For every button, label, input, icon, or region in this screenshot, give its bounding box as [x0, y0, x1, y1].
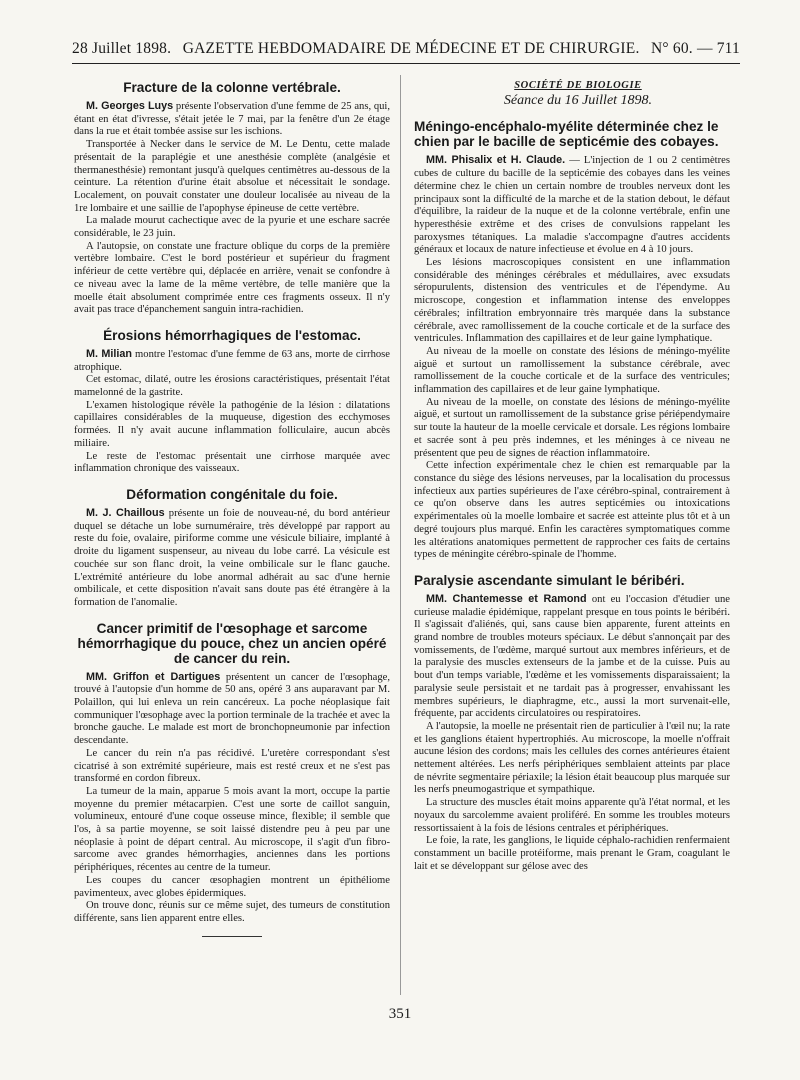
article-paragraph: A l'autopsie, on constate une fracture oblique du corps de la première vertèbre lombaire. C'est le bord postérieur et supérieur du fragment inférieur de cette vertèbre qui, déplacée en arrière, venait se confondre à ce niveau avec la lame de la même vertèbre, de telle manière que la moelle était absolument comprimée entre ces fragments osseux. Il n'y avait pas trace d'épanchement sanguin intra-rachidien.: [74, 240, 390, 316]
article-paragraph: Le cancer du rein n'a pas récidivé. L'uretère correspondant s'est cicatrisé à son extrémité supérieure, mais est resté creux et ne s'est pas transformé en cordon fibreux.: [74, 747, 390, 785]
paragraph-text: montre l'estomac d'une femme de 63 ans, morte de cirrhose atrophique.: [74, 348, 391, 373]
article-author: M. J. Chaillous: [86, 506, 165, 519]
left-column: [74, 80, 390, 948]
column-divider: [400, 75, 401, 995]
article-paragraph: La malade mourut cachectique avec de la pyurie et une eschare sacrée considérable, le 23 juin.: [74, 215, 390, 240]
article-paragraph: On trouve donc, réunis sur ce même sujet, des tumeurs de constitution différente, sans lien apparent entre elles.: [74, 900, 390, 924]
paragraph-text: — L'injection de 1 ou 2 centimètres cubes de culture du bacille de la septicémie des cobayes dans les veines détermine chez le chien un certain nombre de troubles nerveux dont les principaux sont la difficulté de la marche et de la station debout, le défaut d'équilibre, la raideur de la nuque et de la colonne vertébrale, enfin une hyperesthésie extrême et des crises de convulsions rappelant les paroxysmes tétaniques. La maladie s'accompagne d'autres accidents généraux et locaux de nature infectieuse et évolue en 4 à 10 jours.: [414, 155, 730, 256]
article-paragraph: [74, 348, 390, 374]
article-title: Fracture de la colonne vertébrale.: [123, 80, 341, 95]
article-author: MM. Griffon et Dartigues: [86, 670, 221, 683]
paragraph-text: présente l'observation d'une femme de 25 ans, qui, étant en état d'ivresse, s'était jetée le 7 mai, par la fenêtre d'un 2e étage dans la rue et était tombée assise sur les ischions.: [74, 101, 390, 138]
article-ascending-paralysis: [414, 573, 730, 873]
article-author: M. Milian: [86, 347, 132, 360]
paragraph-text: présentent un cancer de l'œsophage, trouvé à l'autopsie d'un homme de 50 ans, opéré 3 ans auparavant par M. Polaillon, qui lui enleva un rein cancéreux. La poche néoplasique fait communiquer l'œsophage avec la portion terminale de la trachée et avec la bronche gauche. Le malade est mort de bronchopneumonie par infection descendante.: [74, 671, 390, 747]
article-paragraph: [414, 154, 730, 257]
article-paragraph: Le reste de l'estomac présentait une cirrhose marquée avec inflammation chronique des vaisseaux.: [74, 450, 390, 475]
paragraph-text: ont eu l'occasion d'étudier une curieuse maladie épidémique, rappelant presque en tous points le béribéri. Il s'agissait d'aliénés, qui, sans cause bien apparente, furent atteints en grand nombre de troubles moteurs spéciaux. Le début s'annonçait par des vomissements, de l'œdème, marqué surtout aux membres inférieurs, et de la paralysie des muscles extenseurs de la jambe et de la cuisse. Puis au bout d'un temps variable, l'œdème et les vomissements disparaissaient; la paralysie seule persistait et ne tardait pas à progresser, envahissant les membres supérieurs, le diaphragme, etc., aussi la mort survenait-elle, fréquente, par accidents circulatoires ou respiratoires.: [414, 593, 730, 720]
article-paragraph: A l'autopsie, la moelle ne présentait rien de particulier à l'œil nu; la rate et les ganglions étaient hypertrophiés. Au microscope, la moelle n'offrait aucune lésion des cordons; mais les cellules des cornes antérieures étaient nettement altérées. Les nerfs périphériques semblaient atteints par place de névrite segmentaire périaxile; la lésion était beaucoup plus marquée sur les nerfs pneumogastrique et sympathique.: [414, 720, 730, 796]
article-title: Déformation congénitale du foie.: [126, 486, 338, 502]
article-stomach-erosions: [74, 328, 390, 476]
article-author: M. Georges Luys: [86, 100, 174, 112]
header-rule: [72, 63, 740, 64]
article-paragraph: L'examen histologique révèle la pathogénie de la lésion : dilatations capillaires considérables de la muqueuse, digestion des ecchymoses formées. Il n'y avait aucune inflammation folliculaire, aucun abcès miliaire.: [74, 399, 390, 449]
article-title: Érosions hémorrhagiques de l'estomac.: [103, 327, 361, 343]
paragraph-text: présente un foie de nouveau-né, du bord antérieur duquel se détache un lobe surnuméraire, très développé par rapport au reste du foie, ovalaire, piriforme comme une vésicule biliaire, implanté à droite du ligament suspenseur, au niveau du lobe carré. La vésicule est couchée sur son flanc droit, la veine ombilicale sur le flanc gauche. L'extrémité antérieure du lobe anormal adhérait au sac d'une hernie ombilicale, et cette disposition n'avait sans doute pas été étrangère à la formation de l'anomalie.: [74, 507, 390, 608]
article-paragraph: [74, 100, 390, 139]
article-paragraph: La tumeur de la main, apparue 5 mois avant la mort, occupe la partie moyenne du premier métacarpien. C'est une sorte de caillot sanguin, volumineux, entouré d'une coque osseuse mince, flexible; il semble que l'os, à sa partie moyenne, se soit laissé distendre peu à peu par une néoplasie à point de départ central. Au microscope, il s'agit d'un fibro-sarcome avec grandes hémorrhagies, anciennes dans les portions périphériques, récentes au centre de la tumeur.: [74, 785, 390, 874]
article-author: MM. Phisalix et H. Claude.: [426, 154, 566, 167]
article-paragraph: [414, 593, 730, 721]
article-paragraph: Au niveau de la moelle, on constate des lésions de méningo-myélite aiguë, et surtout un ramollissement de la substance grise périépendymaire sur toute la hauteur de la moelle cervicale et dorsale. Les régions lombaire et sacrée sont à peu près indemnes, et les méninges à ce niveau ne présentent que peu de signes de réaction inflammatoire.: [414, 396, 730, 459]
article-liver-deformation: [74, 487, 390, 610]
article-title: Cancer primitif de l'œsophage et sarcome hémorrhagique du pouce, chez un ancien opéré de cancer du rein.: [77, 620, 387, 666]
article-paragraph: Les lésions macroscopiques consistent en une inflammation considérable des méninges cérébrales et médullaires, avec exsudats séropurulents, distension des ventricules et de l'épendyme. Au microscope, congestion et inflammation intense des enveloppes cérébrales; infiltration embryonnaire très marquée dans la substance cérébrale, avec ramollissement de la couche corticale et de la surface des ventricules. Inflammation des capillaires et de leur gaine lymphatique.: [414, 257, 730, 345]
session-date: Séance du 16 Juillet 1898.: [503, 92, 653, 108]
article-title: Paralysie ascendante simulant le béribéri.: [414, 572, 685, 588]
article-oesophagus-cancer: [74, 621, 390, 937]
article-paragraph: [74, 671, 390, 748]
article-paragraph: La structure des muscles était moins apparente qu'à l'état normal, et les noyaux du sarcolemme avaient proliféré. En somme les troubles moteurs ressortissaient à la fois de lésions centrales et périphériques.: [414, 797, 730, 834]
article-paragraph: Transportée à Necker dans le service de M. Le Dentu, cette malade présentait de la paraplégie et une anesthésie complète (analgésie et thermanesthésie) remontant jusqu'à quelques centimètres au-dessous de la ceinture. La rétention d'urine était absolue et nécessitait le sondage. Localement, on pouvait constater une douleur localisée au niveau de la 1re lombaire et une saillie de l'apophyse épineuse de cette vertèbre.: [74, 139, 390, 214]
header-issue: N° 60. — 711: [651, 40, 740, 57]
page-number: 351: [388, 1006, 412, 1022]
article-paragraph: [74, 507, 390, 610]
society-heading: SOCIÉTÉ DE BIOLOGIE: [514, 80, 642, 91]
header-date: 28 Juillet 1898.: [72, 40, 172, 57]
article-paragraph: Le foie, la rate, les ganglions, le liquide céphalo-rachidien renfermaient constamment un bacille protéiforme, mais prenant le Gram, coagulant le lait et se développant sur gélose avec des: [414, 835, 730, 872]
right-column: [414, 80, 730, 884]
article-meningo-myelitis: [414, 119, 730, 562]
section-end-rule: [202, 936, 262, 937]
article-paragraph: Les coupes du cancer œsophagien montrent un épithéliome pavimenteux, avec globes épidermiques.: [74, 874, 390, 899]
article-paragraph: Cet estomac, dilaté, outre les érosions caractéristiques, présentait l'état mamelonné de la gastrite.: [74, 374, 390, 399]
header-journal-title: GAZETTE HEBDOMADAIRE DE MÉDECINE ET DE CHIRURGIE.: [182, 40, 640, 57]
article-paragraph: Au niveau de la moelle on constate des lésions de méningo-myélite aiguë et surtout un ramollissement la substance cérébrale, avec ramollissement de la couche corticale et de la surface des ventricules; inflammation des capillaires et de leur gaine lymphatique.: [414, 345, 730, 396]
article-title: Méningo-encéphalo-myélite déterminée chez le chien par le bacille de septicémie des cobayes.: [414, 119, 719, 150]
article-vertebral-fracture: [74, 80, 390, 317]
article-author: MM. Chantemesse et Ramond: [426, 592, 587, 605]
article-paragraph: Cette infection expérimentale chez le chien est remarquable par la constance du siège des lésions nerveuses, par la localisation du processus infectieux aux parties supérieures de l'axe cérébro-spinal, contrairement à ce qu'on observe dans les autres septicémies ou intoxications expérimentales où la moelle lombaire et sacrée est atteinte plus tôt et à un degré toujours plus marqué. Enfin les caractères symptomatiques comme les altérations anatomiques permettent de rapprocher ces faits de certains types de méningite cérébro-spinale de l'homme.: [414, 460, 730, 561]
running-header: [72, 40, 740, 64]
